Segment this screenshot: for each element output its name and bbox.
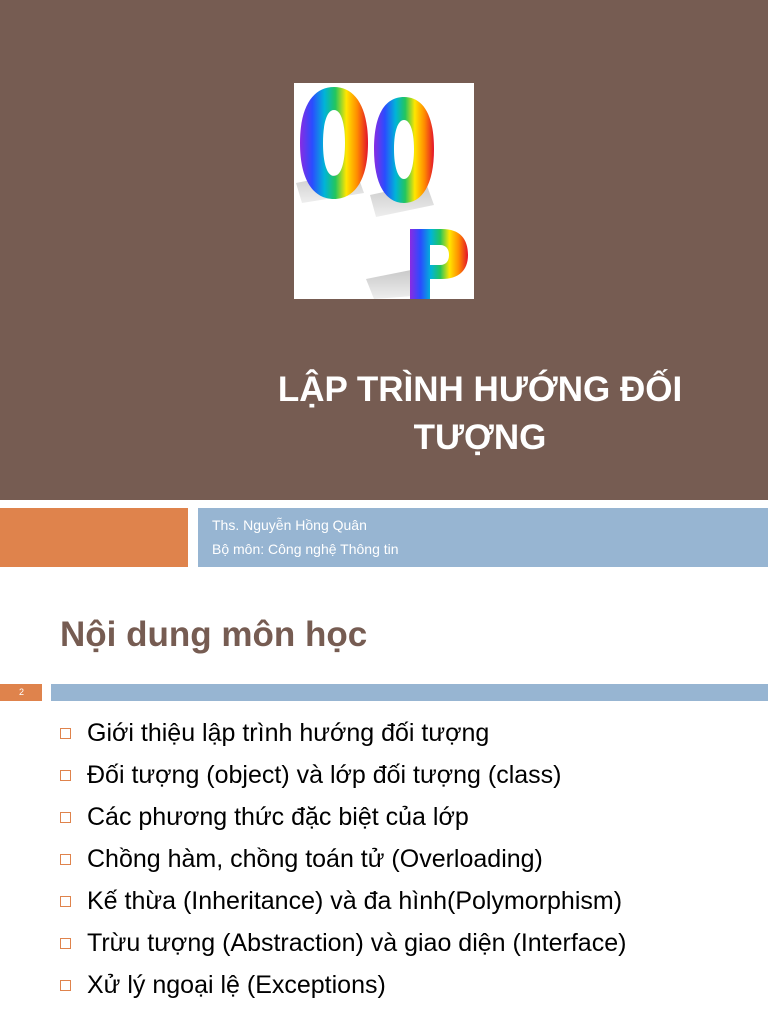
contents-list xyxy=(60,712,760,1006)
list-item xyxy=(60,796,760,838)
list-item-label: Trừu tượng (Abstraction) và giao diện (Interface) xyxy=(87,928,627,957)
list-item-label: Kế thừa (Inheritance) và đa hình(Polymorphism) xyxy=(87,886,623,915)
course-title-line1: LẬP TRÌNH HƯỚNG ĐỐI xyxy=(277,370,683,409)
hollow-square-bullet-icon xyxy=(60,896,71,907)
orange-accent-block xyxy=(0,508,188,567)
hollow-square-bullet-icon xyxy=(60,980,71,991)
list-item-label: Giới thiệu lập trình hướng đối tượng xyxy=(87,718,490,747)
list-item-label: Xử lý ngoại lệ (Exceptions) xyxy=(87,970,386,999)
list-item xyxy=(60,922,760,964)
author-info-block xyxy=(198,508,768,567)
oop-logo xyxy=(294,83,474,299)
hollow-square-bullet-icon xyxy=(60,728,71,739)
contents-title: Nội dung môn học xyxy=(60,615,368,654)
title-slide xyxy=(0,0,768,500)
list-item-label: Đối tượng (object) và lớp đối tượng (class) xyxy=(87,760,562,789)
slide-number: 2 xyxy=(0,684,42,701)
list-item xyxy=(60,712,760,754)
hollow-square-bullet-icon xyxy=(60,812,71,823)
list-item xyxy=(60,838,760,880)
hollow-square-bullet-icon xyxy=(60,938,71,949)
hollow-square-bullet-icon xyxy=(60,854,71,865)
list-item-label: Chồng hàm, chồng toán tử (Overloading) xyxy=(87,844,543,873)
course-title xyxy=(200,366,760,462)
list-item-label: Các phương thức đặc biệt của lớp xyxy=(87,802,469,831)
list-item xyxy=(60,964,760,1006)
oop-logo-graphic xyxy=(294,83,474,299)
author-name: Ths. Nguyễn Hồng Quân xyxy=(212,517,367,533)
slide-header-bar xyxy=(51,684,768,701)
slide-divider xyxy=(0,500,768,508)
course-title-line2: TƯỢNG xyxy=(413,418,547,457)
list-item xyxy=(60,880,760,922)
department-name: Bộ môn: Công nghệ Thông tin xyxy=(212,541,399,557)
hollow-square-bullet-icon xyxy=(60,770,71,781)
list-item xyxy=(60,754,760,796)
